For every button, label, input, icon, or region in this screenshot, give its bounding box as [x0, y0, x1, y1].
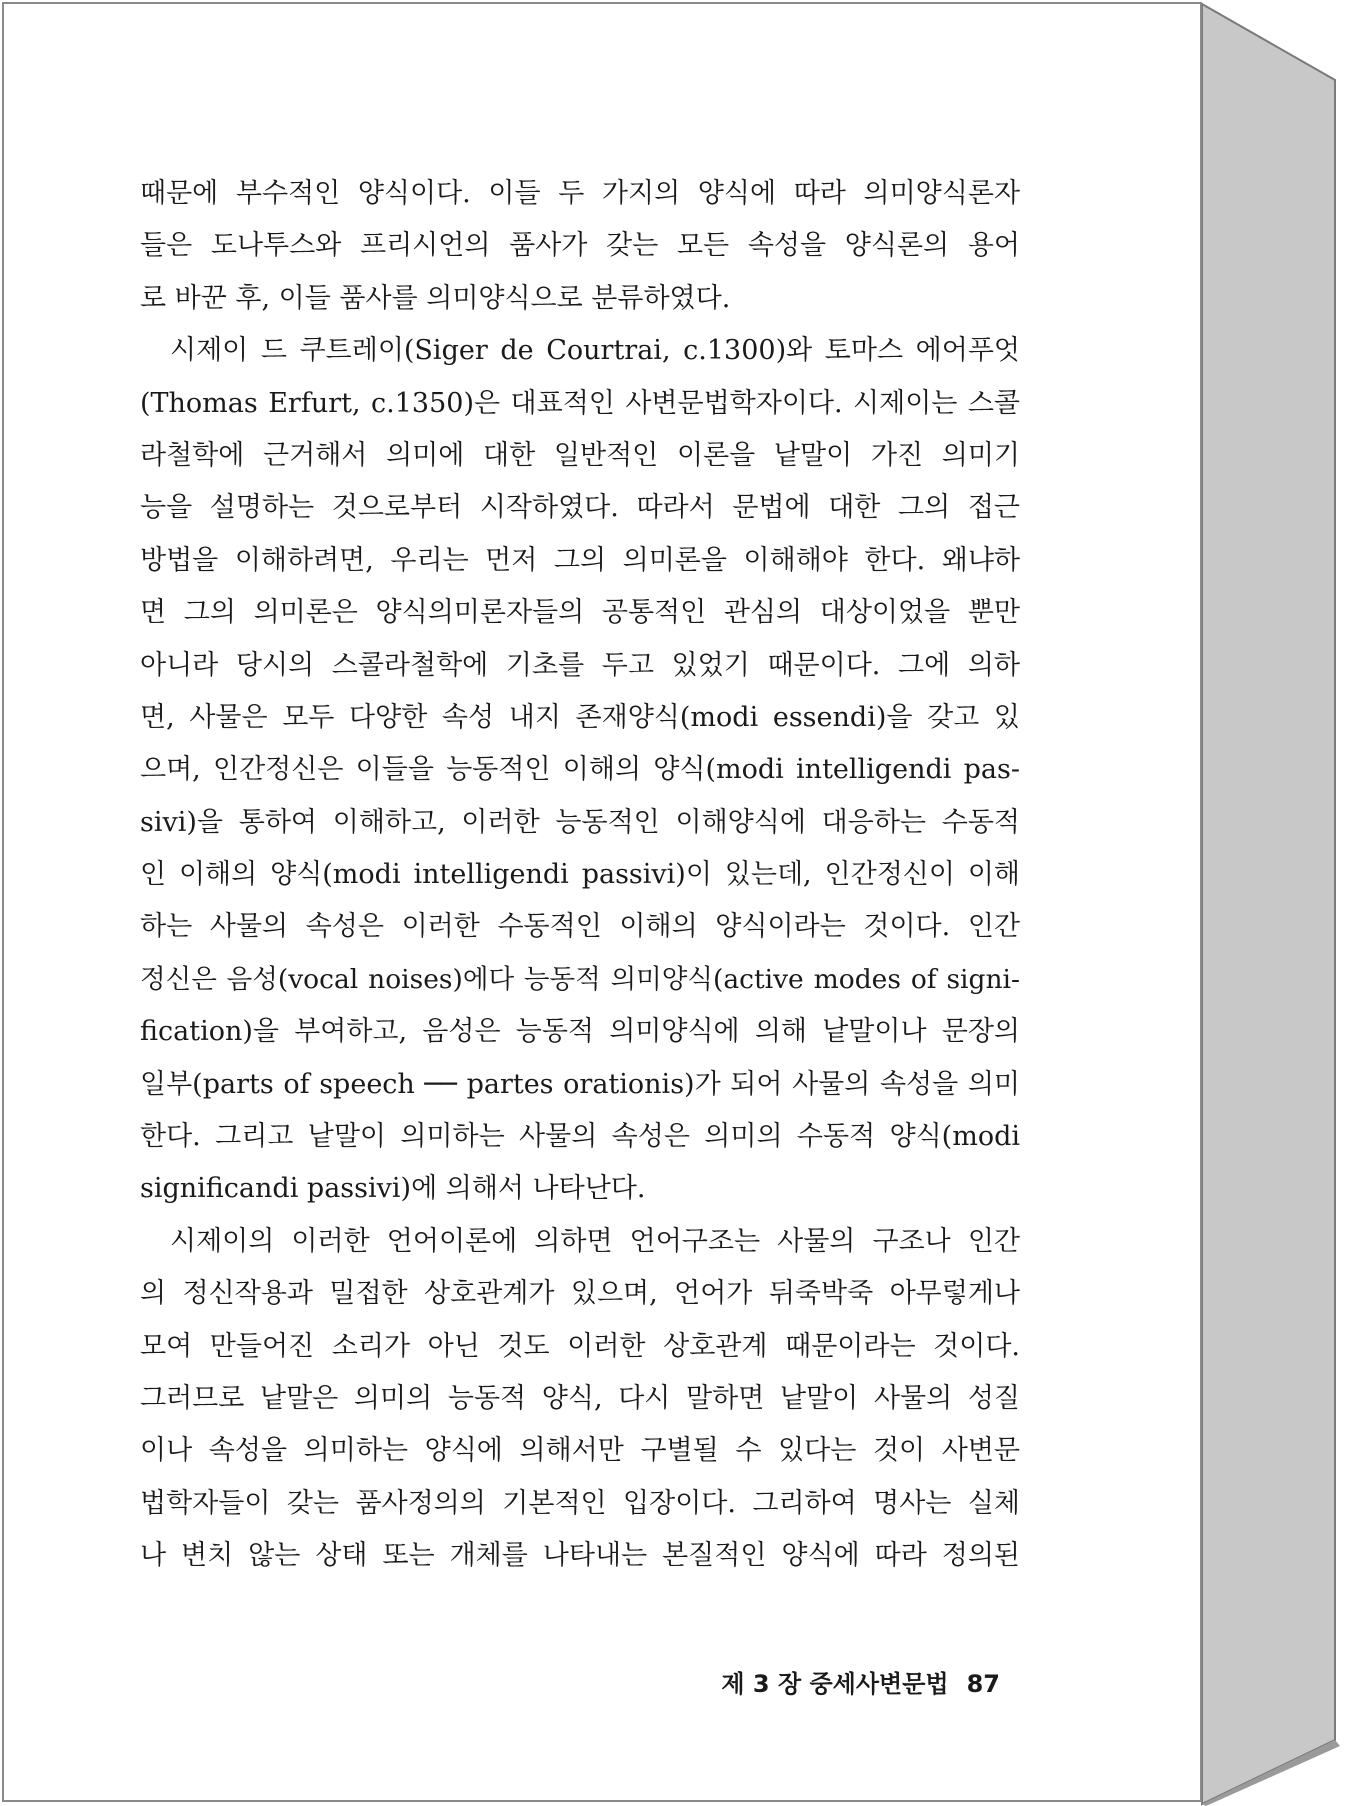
text-line: 이나 속성을 의미하는 양식에 의해서만 구별될 수 있다는 것이 사변문 [140, 1435, 1020, 1467]
text-line: significandi passivi)에 의해서 나타난다. [140, 1173, 646, 1205]
book-edge-side [1202, 4, 1335, 1804]
text-line: (Thomas Erfurt, c.1350)은 대표적인 사변문법학자이다. 시제이는 스콜 [140, 387, 1020, 419]
text-line: fication)을 부여하고, 음성은 능동적 의미양식에 의해 낱말이나 문장의 [140, 1016, 1020, 1048]
text-line: 인 이해의 양식(modi intelligendi passivi)이 있는데, 인간정신이 이해 [140, 859, 1020, 891]
text-line: 능을 설명하는 것으로부터 시작하였다. 따라서 문법에 대한 그의 접근 [140, 492, 1020, 524]
text-line: 일부(parts of speech ── partes orationis)가 되어 사물의 속성을 의미 [140, 1068, 1020, 1100]
page-footer [700, 1664, 1000, 1699]
text-line: 정신은 음성(vocal noises)에다 능동적 의미양식(active modes of signi- [140, 963, 1020, 995]
text-line: 모여 만들어진 소리가 아닌 것도 이러한 상호관계 때문이라는 것이다. [140, 1330, 1020, 1362]
text-line: 그러므로 낱말은 의미의 능동적 양식, 다시 말하면 낱말이 사물의 성질 [140, 1382, 1020, 1414]
text-line: 시제이의 이러한 언어이론에 의하면 언어구조는 사물의 구조나 인간 [170, 1225, 1020, 1257]
text-line: 들은 도나투스와 프리시언의 품사가 갖는 모든 속성을 양식론의 용어 [140, 230, 1020, 262]
text-line: 시제이 드 쿠트레이(Siger de Courtrai, c.1300)와 토마스 에어푸엇 [170, 335, 1020, 367]
text-line: 면, 사물은 모두 다양한 속성 내지 존재양식(modi essendi)을 갖고 있 [140, 701, 1020, 733]
text-line: 라철학에 근거해서 의미에 대한 일반적인 이론을 낱말이 가진 의미기 [140, 439, 1020, 471]
text-line: 으며, 인간정신은 이들을 능동적인 이해의 양식(modi intelligendi pas- [140, 754, 1020, 786]
text-line: 방법을 이해하려면, 우리는 먼저 그의 의미론을 이해해야 한다. 왜냐하 [140, 544, 1020, 576]
page-number: 87 [966, 1670, 1000, 1698]
running-footer-chapter: 제 3 장 중세사변문법 [721, 1670, 949, 1698]
body-text [140, 168, 1020, 1583]
text-line: 아니라 당시의 스콜라철학에 기초를 두고 있었기 때문이다. 그에 의하 [140, 649, 1020, 681]
text-line: 면 그의 의미론은 양식의미론자들의 공통적인 관심의 대상이었을 뿐만 [140, 597, 1020, 629]
text-line: 법학자들이 갖는 품사정의의 기본적인 입장이다. 그리하여 명사는 실체 [140, 1487, 1020, 1519]
text-line: 의 정신작용과 밀접한 상호관계가 있으며, 언어가 뒤죽박죽 아무렇게나 [140, 1278, 1020, 1310]
text-line: sivi)을 통하여 이해하고, 이러한 능동적인 이해양식에 대응하는 수동적 [140, 806, 1020, 838]
text-line: 한다. 그리고 낱말이 의미하는 사물의 속성은 의미의 수동적 양식(modi [140, 1121, 1020, 1153]
text-line: 하는 사물의 속성은 이러한 수동적인 이해의 양식이라는 것이다. 인간 [140, 911, 1020, 943]
text-line: 나 변치 않는 상태 또는 개체를 나타내는 본질적인 양식에 따라 정의된 [140, 1540, 1020, 1572]
text-line: 때문에 부수적인 양식이다. 이들 두 가지의 양식에 따라 의미양식론자 [140, 178, 1020, 209]
text-line: 로 바꾼 후, 이들 품사를 의미양식으로 분류하였다. [140, 282, 731, 314]
